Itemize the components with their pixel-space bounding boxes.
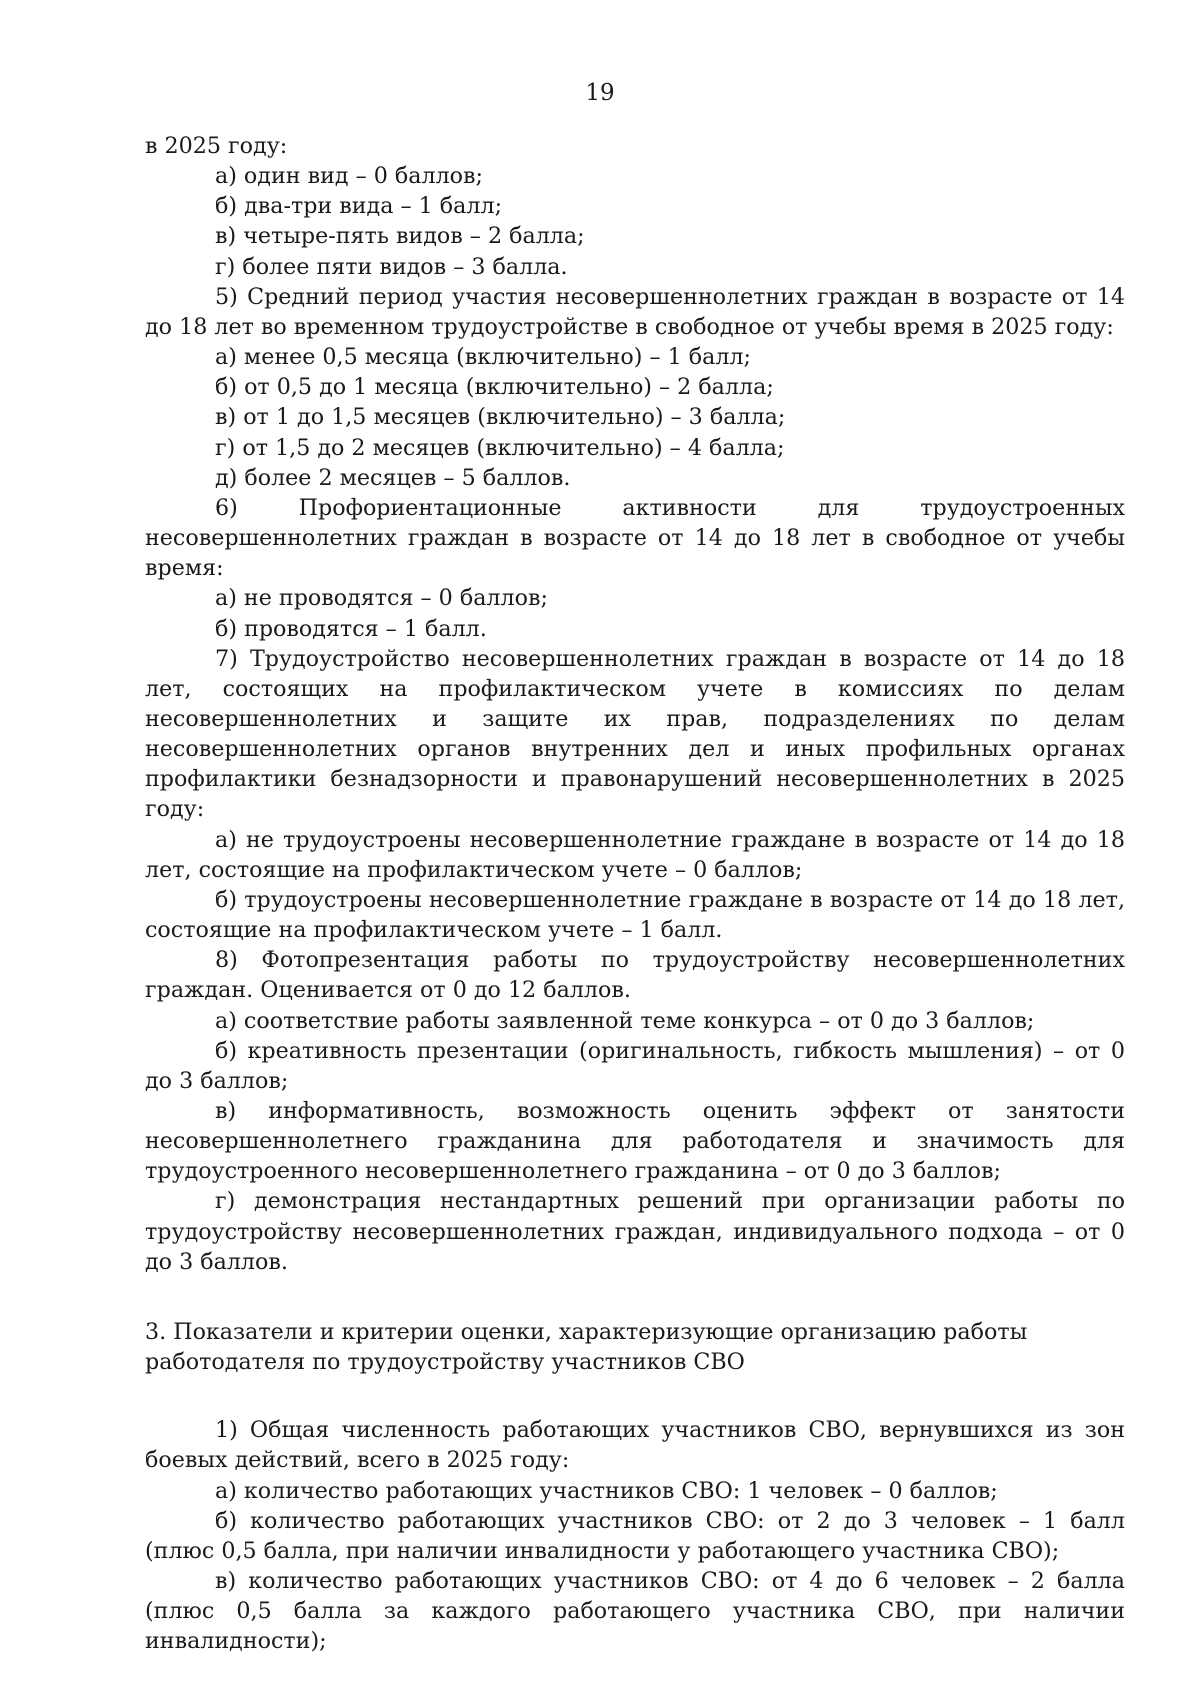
paragraph: 6) Профориентационные активности для трудоустроенных несовершеннолетних граждан в возрасте от 14 до 18 лет в свободное от учебы время: xyxy=(145,494,1125,582)
section-title-line-2: работодателя по трудоустройству участников СВО xyxy=(145,1349,745,1376)
list-item: б) количество работающих участников СВО: от 2 до 3 человек – 1 балл (плюс 0,5 балла, при наличии инвалидности у работающего участника СВО); xyxy=(145,1507,1125,1564)
list-item: а) менее 0,5 месяца (включительно) – 1 балл; xyxy=(215,344,752,371)
list-item: а) соответствие работы заявленной теме конкурса – от 0 до 3 баллов; xyxy=(215,1007,1035,1034)
paragraph: 1) Общая численность работающих участников СВО, вернувшихся из зон боевых действий, всего в 2025 году: xyxy=(145,1417,1125,1474)
list-item: в) количество работающих участников СВО: от 4 до 6 человек – 2 балла (плюс 0,5 балла за каждого работающего участника СВО, при наличии инвалидности); xyxy=(145,1568,1125,1655)
paragraph: 7) Трудоустройство несовершеннолетних граждан в возрасте от 14 до 18 лет, состоящих на профилактическом учете в комиссиях по делам несовершеннолетних и защите их прав, подразделениях по делам несовершеннолетних органов внутренних дел и иных профильных органах профилактики безнадзорности и правонарушений несовершеннолетних в 2025 году: xyxy=(145,645,1125,823)
list-item: г) более пяти видов – 3 балла. xyxy=(215,253,568,280)
section-title xyxy=(145,1317,1125,1377)
section-title-line-1: 3. Показатели и критерии оценки, характеризующие организацию работы xyxy=(145,1318,1028,1345)
list-item: г) от 1,5 до 2 месяцев (включительно) – 4 балла; xyxy=(215,434,785,461)
list-item: б) от 0,5 до 1 месяца (включительно) – 2 балла; xyxy=(215,374,774,401)
paragraph: 8) Фотопрезентация работы по трудоустройству несовершеннолетних граждан. Оценивается от 0 до 12 баллов. xyxy=(145,947,1125,1004)
list-item: в) от 1 до 1,5 месяцев (включительно) – 3 балла; xyxy=(215,404,786,431)
list-item: в) четыре-пять видов – 2 балла; xyxy=(215,223,585,250)
list-item: б) два-три вида – 1 балл; xyxy=(215,193,503,220)
list-item: а) не проводятся – 0 баллов; xyxy=(215,585,548,612)
list-item: б) проводятся – 1 балл. xyxy=(215,615,487,642)
paragraph: в 2025 году: xyxy=(145,133,288,159)
list-item: в) информативность, возможность оценить эффект от занятости несовершеннолетнего гражданина для работодателя и значимость для трудоустроенного несовершеннолетнего гражданина – от 0 до 3 баллов; xyxy=(145,1098,1125,1185)
paragraph: 5) Средний период участия несовершеннолетних граждан в возрасте от 14 до 18 лет во временном трудоустройстве в свободное от учебы время в 2025 году: xyxy=(145,283,1125,340)
list-item: а) количество работающих участников СВО: 1 человек – 0 баллов; xyxy=(215,1477,998,1504)
list-item: д) более 2 месяцев – 5 баллов. xyxy=(215,464,571,491)
list-item: а) один вид – 0 баллов; xyxy=(215,163,483,190)
document-body xyxy=(145,131,1125,1657)
list-item: а) не трудоустроены несовершеннолетние граждане в возрасте от 14 до 18 лет, состоящие на профилактическом учете – 0 баллов; xyxy=(145,826,1125,883)
list-item: б) трудоустроены несовершеннолетние граждане в возрасте от 14 до 18 лет, состоящие на профилактическом учете – 1 балл. xyxy=(145,886,1125,944)
list-item: б) креативность презентации (оригинальность, гибкость мышления) – от 0 до 3 баллов; xyxy=(145,1037,1125,1094)
list-item: г) демонстрация нестандартных решений при организации работы по трудоустройству несовершеннолетних граждан, индивидуального подхода – от 0 до 3 баллов. xyxy=(145,1188,1125,1275)
page-number: 19 xyxy=(585,80,615,106)
